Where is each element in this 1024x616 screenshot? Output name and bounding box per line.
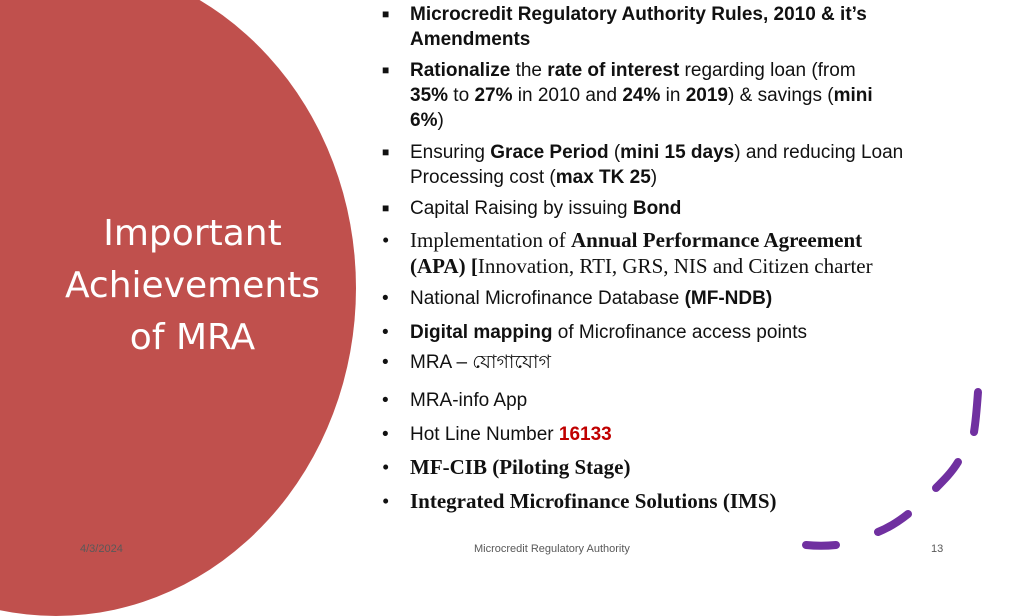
bullet-text: ) and reducing Loan	[734, 142, 904, 163]
footer-page-number: 13	[931, 543, 944, 555]
dot-bullet-icon: •	[382, 489, 390, 513]
bullet-text: 2019	[685, 85, 729, 106]
dot-bullet-icon: •	[382, 322, 389, 343]
bullet-text: Bond	[632, 198, 682, 219]
title-line-1: Important	[103, 213, 282, 254]
title-line-2: Achievements	[64, 265, 321, 306]
bullet-text: 27%	[474, 85, 513, 106]
square-bullet-icon: ■	[382, 145, 390, 159]
bullet-text: of Microfinance access points	[552, 322, 808, 343]
slide-title	[30, 208, 355, 364]
dot-bullet-icon: •	[382, 455, 390, 479]
bullet-text: Capital Raising by issuing	[410, 198, 633, 219]
bullet-text: MRA-info App	[410, 390, 528, 411]
bullet-text: in	[660, 85, 686, 106]
bullet-text: (MF-NDB)	[684, 288, 773, 309]
square-bullet-icon: ■	[382, 201, 390, 215]
bullet-text: regarding loan (from	[679, 60, 856, 81]
bullet-text: 35%	[410, 85, 449, 106]
square-bullet-icon: ■	[382, 7, 390, 21]
bullet-text: (	[608, 142, 621, 163]
dot-bullet-icon: •	[382, 390, 389, 411]
bullet-text: Implementation of	[410, 228, 571, 252]
bullet-text: Annual Performance Agreement	[570, 228, 863, 252]
dot-bullet-icon: •	[382, 352, 389, 373]
bullet-text: Ensuring	[410, 142, 491, 163]
curve-dash	[974, 392, 978, 432]
curve-dash	[878, 514, 908, 532]
bullet-text: Hot Line Number	[410, 424, 559, 445]
bullet-text: National Microfinance Database	[410, 288, 685, 309]
bullet-text: Innovation, RTI, GRS, NIS and Citizen charter	[477, 254, 873, 278]
bullet-text: Grace Period	[490, 142, 609, 163]
bullet-text: MF-CIB (Piloting Stage)	[410, 455, 631, 479]
bullet-text: the	[510, 60, 548, 81]
footer-organization: Microcredit Regulatory Authority	[474, 543, 630, 555]
title-line-3: of MRA	[129, 317, 256, 358]
bullet-text: Integrated Microfinance Solutions (IMS)	[410, 489, 777, 513]
bullet-text: Rationalize	[410, 60, 511, 81]
bullet-text: max TK 25	[555, 167, 651, 188]
bullet-text: Processing cost (	[410, 167, 556, 188]
bullet-text: 6%	[410, 110, 438, 131]
bullet-text: to	[448, 85, 475, 106]
bullet-text: mini	[833, 85, 873, 106]
curve-dash	[806, 545, 836, 546]
dot-bullet-icon: •	[382, 288, 389, 309]
bullet-text: [	[465, 254, 478, 278]
dot-bullet-icon: •	[382, 424, 389, 445]
bullet-text: rate of interest	[547, 60, 680, 81]
dashed-curve-decoration	[790, 380, 990, 560]
bullet-text: ) & savings (	[728, 85, 834, 106]
bullet-text: 24%	[622, 85, 661, 106]
hotline-number: 16133	[558, 424, 612, 445]
dot-bullet-icon: •	[382, 228, 390, 252]
bullet-text: Digital mapping	[410, 322, 553, 343]
footer-date: 4/3/2024	[80, 543, 123, 555]
curve-dash	[936, 462, 958, 488]
bullet-text: )	[437, 110, 444, 131]
bullet-text: )	[650, 167, 658, 188]
square-bullet-icon: ■	[382, 63, 390, 77]
bullet-text: Amendments	[410, 29, 531, 50]
bullet-text: Microcredit Regulatory Authority Rules, 2010 & it’s	[410, 4, 867, 25]
bullet-text: in 2010 and	[512, 85, 623, 106]
bullet-text: mini 15 days	[620, 142, 735, 163]
bullet-text: (APA)	[410, 254, 466, 278]
bullet-text: MRA – যোগাযোগ	[410, 352, 551, 373]
